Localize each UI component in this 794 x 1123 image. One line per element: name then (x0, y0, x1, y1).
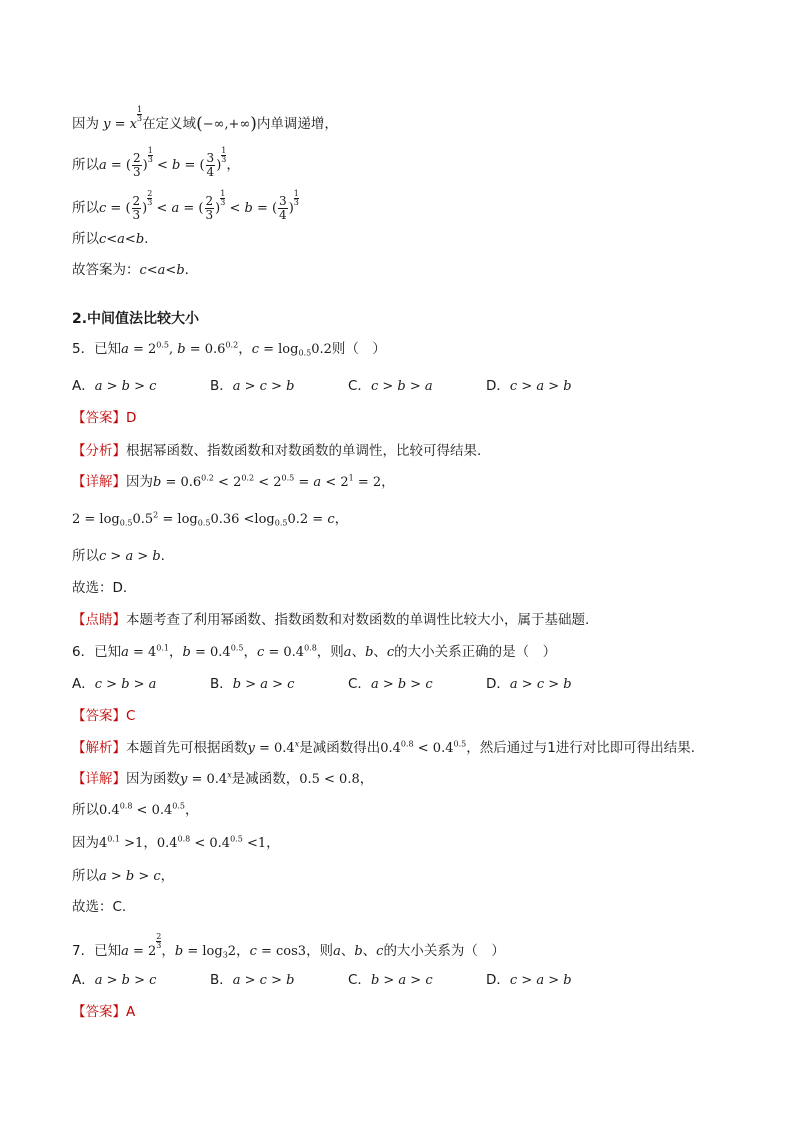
option-b[interactable]: B．a > c > b (210, 378, 295, 394)
text-line: 所以a = ( $\frac{2}{3}$ ) $\frac{1}{3}$ < b = ( $\frac{3}{4}$ ) $\frac{1}{3}$ ， (72, 146, 240, 179)
math-fraction: $\frac{1}{3}$ (136, 105, 143, 123)
text-line: 所以c > a > b. (72, 548, 165, 564)
option-a[interactable]: A．c > b > a (72, 676, 157, 692)
question-6: 6．已知$a = 4^{0.1}$，$b = 0.4^{0.5}$，$c = 0.4^{0.8}$，则a、b、c的大小关系正确的是（ ） (72, 643, 557, 660)
analysis-line: 【解析】本题首先可根据函数$y = 0.4^x$是减函数得出$0.4^{0.8} < 0.4^{0.5}$，然后通过与1进行对比即可得出结果. (72, 739, 696, 756)
option-d[interactable]: D．a > c > b (486, 676, 572, 692)
option-d[interactable]: D．c > a > b (486, 972, 572, 988)
answer-line: 【答案】A (72, 1004, 136, 1020)
option-d[interactable]: D．c > a > b (486, 378, 572, 394)
text-line: 所以c = ( $\frac{2}{3}$ ) $\frac{2}{3}$ < a = ( $\frac{2}{3}$ ) $\frac{1}{3}$ < b = ( $\frac{3}{4}$ ) $\frac{1}{3}$ (72, 189, 299, 222)
option-c[interactable]: C．c > b > a (348, 378, 433, 394)
text-line: 故答案为：c<a<b. (72, 262, 189, 278)
option-b[interactable]: B．b > a > c (210, 676, 295, 692)
text-line: 所以c<a<b. (72, 231, 149, 247)
options-row (72, 970, 624, 991)
comment-line: 【点睛】本题考查了利用幂函数、指数函数和对数函数的单调性比较大小，属于基础题. (72, 612, 590, 628)
text-line: 因为 y = x $\frac{1}{3}$ 在定义域(−∞,+∞)内单调递增， (72, 105, 338, 135)
question-7: 7．已知a = 2 $\frac{2}{3}$ ，$b = \log_32$，c = cos3，则a、b、c的大小关系为（ ） (72, 932, 505, 960)
text-line: 所以$0.4^{0.8} < 0.4^{0.5}$， (72, 801, 199, 818)
option-a[interactable]: A．a > b > c (72, 378, 157, 394)
options-row (72, 674, 624, 695)
math-expr: y = x (99, 117, 137, 133)
option-c[interactable]: C．b > a > c (348, 972, 433, 988)
text-line: 因为$4^{0.1} >1$，$0.4^{0.8} < 0.4^{0.5} <1$， (72, 834, 280, 851)
option-a[interactable]: A．a > b > c (72, 972, 157, 988)
options-row (72, 376, 624, 397)
answer-line: 【答案】D (72, 410, 137, 426)
option-b[interactable]: B．a > c > b (210, 972, 295, 988)
option-c[interactable]: C．a > b > c (348, 676, 433, 692)
text-line: 所以a > b > c， (72, 868, 175, 884)
detail-line: 【详解】因为$b = 0.6^{0.2} < 2^{0.2} < 2^{0.5} = a < 2^1 = 2$， (72, 473, 395, 490)
detail-line: 【详解】因为函数$y = 0.4^x$是减函数，0.5 < 0.8， (72, 770, 374, 787)
choose-line: 故选：D. (72, 580, 128, 596)
analysis-line: 【分析】根据幂函数、指数函数和对数函数的单调性，比较可得结果. (72, 443, 482, 459)
math-line: $2 = \log_{0.5}0.5^2 = \log_{0.5}0.36 <\log_{0.5}0.2 = c$， (72, 510, 349, 528)
choose-line: 故选：C. (72, 899, 127, 915)
answer-line: 【答案】C (72, 708, 136, 724)
question-5: 5．已知$a = 2^{0.5}$, $b = 0.6^{0.2}$，$c = \log_{0.5}0.2$则（ ） (72, 340, 386, 358)
section-heading: 2.中间值法比较大小 (72, 311, 200, 327)
